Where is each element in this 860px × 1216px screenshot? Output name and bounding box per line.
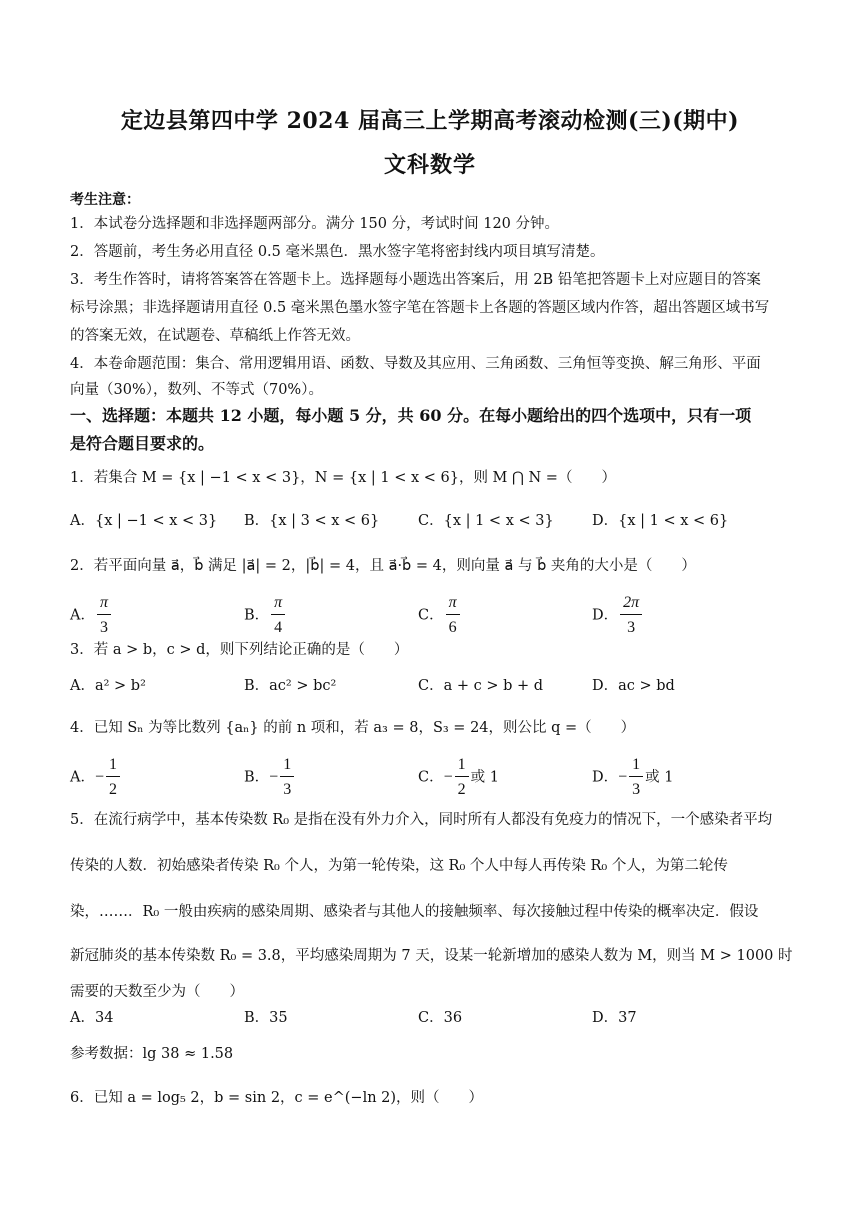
notice-item: 的答案无效，在试题卷、草稿纸上作答无效。 (70, 328, 360, 344)
question-2-stem: 2．若平面向量 a⃗，b⃗ 满足 |a⃗| = 2，|b⃗| = 4，且 a⃗·b⃗ = 4，则向量 a⃗ 与 b⃗ 夹角的大小是（ ） (70, 558, 696, 574)
q5-option-b: B．35 (244, 1010, 288, 1026)
notice-item: 1．本试卷分选择题和非选择题两部分。满分 150 分，考试时间 120 分钟。 (70, 216, 560, 232)
q4-option-a: A．− $\frac{1}{2}$ (70, 756, 122, 799)
q2-option-c: C． $\frac{\pi}{6}$ (418, 594, 462, 637)
q5-option-c: C．36 (418, 1010, 463, 1026)
section-heading-cont: 是符合题目要求的。 (70, 434, 215, 453)
q2-option-d: D． $\frac{2\pi}{3}$ (592, 594, 644, 637)
question-5-line: 传染的人数．初始感染者传染 R₀ 个人，为第一轮传染，这 R₀ 个人中每人再传染 R₀ 个人，为第二轮传 (70, 858, 728, 874)
q3-option-d: D．ac > bd (592, 678, 675, 694)
q1-option-a: A．{x | −1 < x < 3} (70, 513, 218, 529)
notice-item: 2．答题前，考生务必用直径 0.5 毫米黑色．黑水签字笔将密封线内项目填写清楚。 (70, 244, 605, 260)
notice-heading: 考生注意： (70, 192, 140, 208)
question-5-line: 新冠肺炎的基本传染数 R₀ = 3.8，平均感染周期为 7 天，设某一轮新增加的感染人数为 M，则当 M > 1000 时 (70, 948, 793, 964)
q3-option-c: C．a + c > b + d (418, 678, 544, 694)
q5-reference-data: 参考数据：lg 38 ≈ 1.58 (70, 1046, 234, 1062)
question-5-line: 5．在流行病学中，基本传染数 R₀ 是指在没有外力介入，同时所有人都没有免疫力的情况下，一个感染者平均 (70, 812, 773, 828)
q2-option-a: A． $\frac{\pi}{3}$ (70, 594, 113, 637)
question-1-stem: 1．若集合 M = {x | −1 < x < 3}，N = {x | 1 < x < 6}，则 M ⋂ N =（ ） (70, 470, 616, 486)
q1-option-d: D．{x | 1 < x < 6} (592, 513, 729, 529)
q1-option-c: C．{x | 1 < x < 3} (418, 513, 554, 529)
q3-option-a: A．a² > b² (70, 678, 146, 694)
q5-option-d: D．37 (592, 1010, 637, 1026)
notice-item: 标号涂黑；非选择题请用直径 0.5 毫米黑色墨水签字笔在答题卡上各题的答题区域内作答，超出答题区域书写 (70, 300, 770, 316)
q4-option-c: C．− $\frac{1}{2}$ 或 1 (418, 756, 499, 798)
q2-option-b: B． $\frac{\pi}{4}$ (244, 594, 287, 637)
q4-option-d: D．− $\frac{1}{3}$ 或 1 (592, 756, 674, 798)
notice-item: 向量（30%），数列、不等式（70%）。 (70, 382, 323, 398)
notice-item: 4．本卷命题范围：集合、常用逻辑用语、函数、导数及其应用、三角函数、三角恒等变换、解三角形、平面 (70, 356, 761, 372)
q1-option-b: B．{x | 3 < x < 6} (244, 513, 380, 529)
question-4-stem: 4．已知 Sₙ 为等比数列 {aₙ} 的前 n 项和，若 a₃ = 8，S₃ = 24，则公比 q =（ ） (70, 720, 636, 736)
question-6-stem: 6．已知 a = log₅ 2，b = sin 2，c = e^(−ln 2)，则（ ） (70, 1090, 484, 1106)
q5-option-a: A．34 (70, 1010, 114, 1026)
question-3-stem: 3．若 a > b，c > d，则下列结论正确的是（ ） (70, 642, 409, 658)
question-5-line: 需要的天数至少为（ ） (70, 984, 244, 1000)
exam-subject: 文科数学 (383, 152, 476, 178)
notice-item: 3．考生作答时，请将答案答在答题卡上。选择题每小题选出答案后，用 2B 铅笔把答题卡上对应题目的答案 (70, 272, 761, 288)
exam-title: 定边县第四中学 2024 届高三上学期高考滚动检测(三)(期中) (120, 108, 740, 134)
q4-option-b: B．− $\frac{1}{3}$ (244, 756, 296, 799)
q3-option-b: B．ac² > bc² (244, 678, 337, 694)
section-heading: 一、选择题：本题共 12 小题，每小题 5 分，共 60 分。在每小题给出的四个选项中，只有一项 (70, 406, 752, 425)
question-5-line: 染，……．R₀ 一般由疾病的感染周期、感染者与其他人的接触频率、每次接触过程中传染的概率决定．假设 (70, 904, 759, 920)
